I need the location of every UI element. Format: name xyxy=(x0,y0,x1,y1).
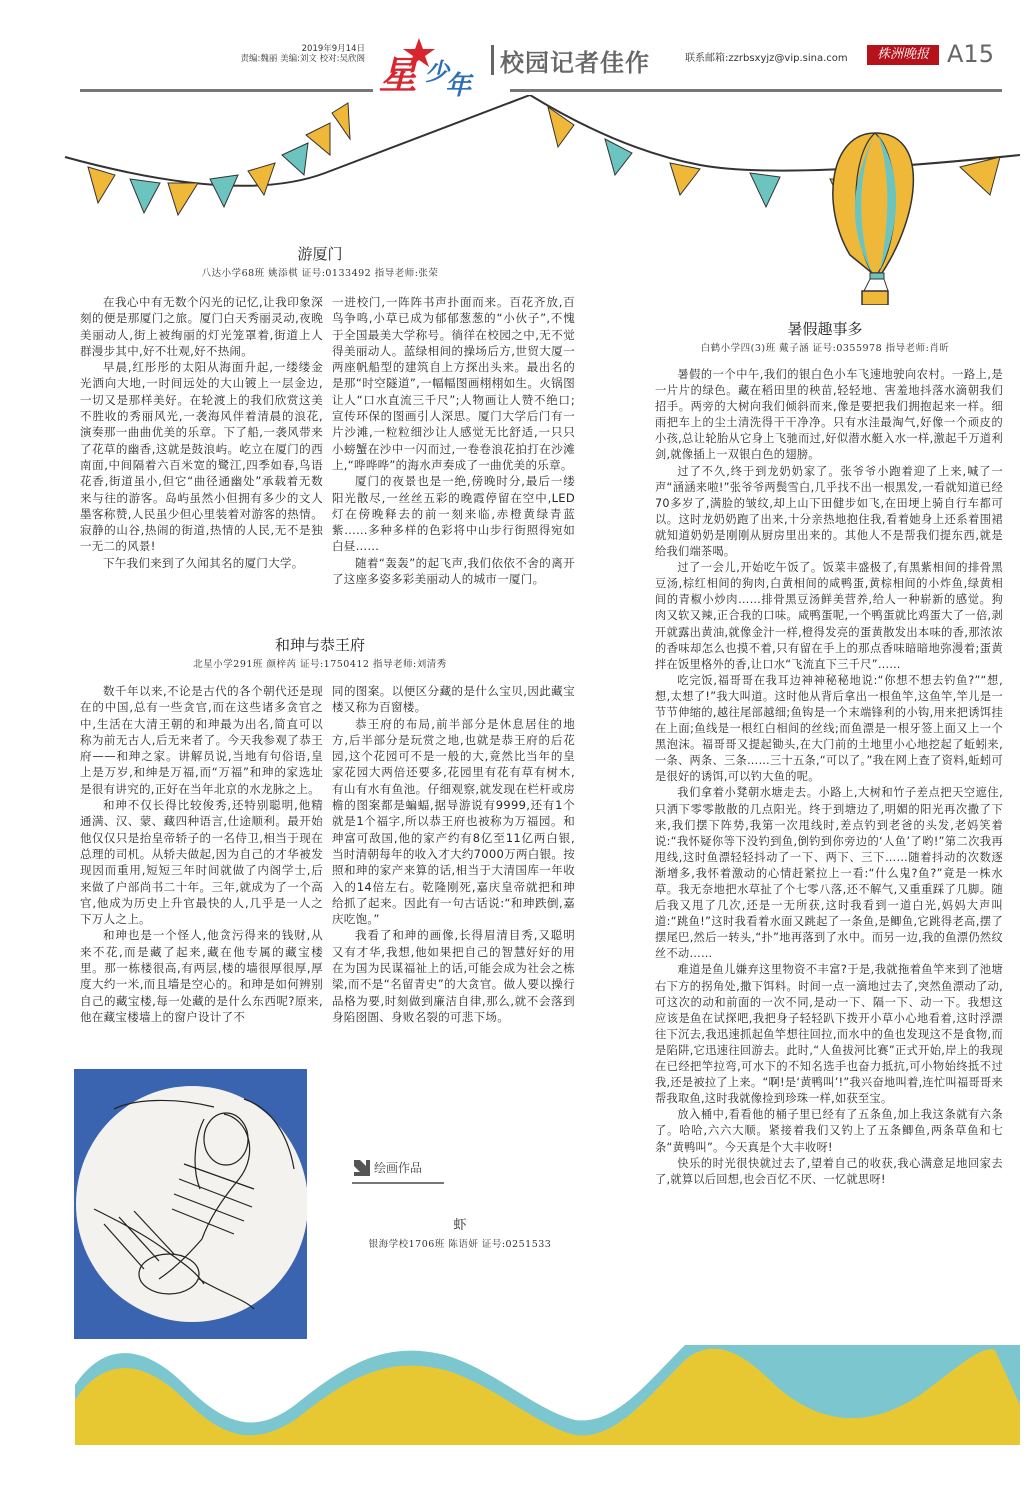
article-title: 游厦门 xyxy=(297,245,343,263)
paragraph: 难道是鱼儿嫌弃这里物资不丰富?于是,我就拖着鱼竿来到了池塘右下方的拐角处,撒下饵料。时间一点一滴地过去了,突然鱼漂动了动,可这次的动和前面的一次不同,是动一下、隔一下、动一下。我想这应该是鱼在试探吧,我把身子轻轻趴下拨开小草小心地看着,这时浮漂往下沉去,我迅速抓起鱼竿想往回拉,而水中的鱼也发现这不是食物,而是陷阱,它迅速往回游去。此时,“人鱼拔河比赛”正式开始,岸上的我现在已经把竿拉弯,可水下的不知名选手也奋力抵抗,可小物始终抵不过我,还是被拉了上来。“啊!是‘黄鸭叫’!”我兴奋地叫着,连忙叫福哥哥来帮我取鱼,这时我就像捡到珍珠一样,如获至宝。 xyxy=(655,963,1003,1106)
paragraph: 早晨,红彤彤的太阳从海面升起,一缕缕金光洒向大地,一时间远处的大山镀上一层金边,一切又是那样美好。在轮渡上的我们欣赏这美不胜收的秀丽风光,一袭海风伴着清晨的浪花,演奏那一曲曲优美的乐章。下了船,一袭风带来了花草的幽香,这就是鼓浪屿。屹立在厦门的西南面,中间隔着六百米宽的鹭江,四季如春,鸟语花香,街道虽小,但它“曲径通幽处”承载着无数来与往的游客。岛屿虽然小但拥有多少的文人墨客称赞,人民虽少但心里装着对游客的热情。寂静的山谷,热闹的街道,热情的人民,无不是独一无二的风景! xyxy=(80,360,323,554)
header-rule-left xyxy=(80,89,373,92)
flag-teal xyxy=(210,175,238,207)
page-number: A15 xyxy=(947,40,994,68)
paragraph: 和珅不仅长得比较俊秀,还特别聪明,他精通满、汉、蒙、藏四种语言,仕途顺利。最开始他仅仅只是抬皇帝轿子的一名侍卫,相当于现在总理的司机。从轿夫做起,因为自己的才华被发现因而重用,短短三年时间就做了内阁学士,后来做了户部尚书二十年。三年,就成为了一个高官,他成为历史上升官最快的人,几乎是一人之下万人之上。 xyxy=(80,798,323,927)
article-column xyxy=(80,683,323,1025)
paragraph: 下午我们来到了久闻其名的厦门大学。 xyxy=(103,555,304,570)
paragraph: 一进校门,一阵阵书声扑面而来。百花齐放,百鸟争鸣,小草已成为郁郁葱葱的“小伙子”,不愧于全国最美大学称号。徜徉在校园之中,无不觉得美丽动人。蓝绿相间的操场后方,世贸大厦一两座帆船型的建筑自上方探出头来。最出名的是那“时空隧道”,一幅幅图画栩栩如生。火锅图让人“口水直流三千尺”;人物画让人赞不绝口;宣传环保的图画引人深思。厦门大学后门有一片沙滩,一粒粒细沙让人感觉无比舒适,一只只小螃蟹在沙中一闪而过,一卷卷浪花拍打在沙滩上,“哗哗哗”的海水声奏成了一曲优美的乐章。 xyxy=(332,295,575,472)
paragraph: 随着“轰轰”的起飞声,我们依依不舍的离开了这座多姿多彩美丽动人的城市一厦门。 xyxy=(332,555,575,587)
arrow-down-right-icon xyxy=(352,1158,372,1178)
flag-yellow xyxy=(960,157,1000,195)
shrimp-drawing-icon xyxy=(74,1069,307,1339)
paragraph: 我看了和珅的画像,长得眉清目秀,又聪明又有才华,我想,他如果把自己的智慧好好的用在为国为民谋福祉上的话,可能会成为社会之栋梁,而不是“名留青史”的大贪官。做人要以操行品格为要,时刻做到廉洁自律,那么,就不会落到身陷囹圄、身败名裂的可悲下场。 xyxy=(332,928,575,1024)
paragraph: 快乐的时光很快就过去了,望着自己的收获,我心满意足地回家去了,就算以后回想,也会百忆不厌、一忆就思呀! xyxy=(655,1156,1003,1186)
svg-text:少: 少 xyxy=(425,58,449,86)
artwork-section-label xyxy=(352,1156,444,1184)
article-column xyxy=(655,367,1003,1188)
paragraph: 同的图案。以便区分藏的是什么宝贝,因此藏宝楼又称为百窗楼。 xyxy=(332,684,575,715)
paragraph: 数千年以来,不论是古代的各个朝代还是现在的中国,总有一些贪官,而在这些诸多贪官之中,生活在大清王朝的和珅最为出名,简直可以称为前无古人,后无来者了。今天我参观了恭王府——和珅之家。讲解员说,当地有句俗语,皇上是万岁,和绅是万福,而“万福”和珅的家选址是很有讲究的,正好在当年北京的水龙脉之上。 xyxy=(80,684,323,796)
article-title: 暑假趣事多 xyxy=(787,320,863,338)
wave-decoration xyxy=(75,1345,1020,1445)
article-byline: 八达小学68班 姚添棋 证号:0133492 指导老师:张荣 xyxy=(201,268,439,279)
paragraph: 我们拿着小凳朝水塘走去。小路上,大树和竹子差点把天空遮住,只洒下零零散散的几点阳光。终于到塘边了,明媚的阳光再次撒了下来,我们摆下阵势,我第一次甩线时,差点钓到老爸的头发,老妈笑着说:“我怀疑你等下没钓到鱼,倒钓到你旁边的‘人鱼’了哟!”第二次我再甩线,这时鱼漂轻轻抖动了一下、两下、三下……随着抖动的次数逐渐增多,我怀着激动的心情赶紧拉上一看:“什么鬼?鱼?”竟是一株水草。我无奈地把水草扯了个七零八落,还不解气,又重重踩了几脚。随后我又甩了几次,还是一无所获,这时我看到一道白光,妈妈大声叫道:“跳鱼!”这时我看着水面又跳起了一条鱼,是鲫鱼,它跳得老高,摆了摆尾巴,然后一转头,“扑”地再落到了水中。而另一边,我的鱼漂仍然纹丝不动…… xyxy=(655,786,1003,961)
contact-email: 联系邮箱:zzrbsxyjz@vip.sina.com xyxy=(685,53,848,64)
shrimp-drawing xyxy=(74,1069,307,1339)
flag-yellow xyxy=(332,103,350,139)
article-byline: 北星小学291班 颜梓芮 证号:1750412 指导老师:刘清秀 xyxy=(193,659,447,670)
paragraph: 恭王府的布局,前半部分是休息居住的地方,后半部分是玩赏之地,也就是恭王府的后花园,这个花园可不是一般的大,竟然比当年的皇家花园大两倍还要多,花园里有花有草有树木,有山有水有鱼池。仔细观察,就发现在栏杆或房檐的图案都是蝙蝠,据导游说有9999,还有1个就是1个福字,所以恭王府也被称为万福园。和珅富可敌国,他的家产约有8亿至11亿两白银,当时清朝每年的收入才大约7000万两白银。按照和珅的家产来算的话,相当于大清国库一年收入的14倍左右。乾隆刚死,嘉庆皇帝就把和珅给抓了起来。因此有一句古话说:“和珅跌倒,嘉庆吃饱。” xyxy=(332,716,575,927)
newspaper-logo: 株洲晚报 xyxy=(867,45,939,65)
flag-teal xyxy=(282,143,308,175)
paragraph: 过了一会儿,开始吃午饭了。饭菜丰盛极了,有黑紫相间的排骨黑豆汤,棕红相间的狗肉,白黄相间的咸鸭蛋,黄棕相间的小炸鱼,绿黄相间的青椒小炒肉……排骨黑豆汤鲜美营养,给人一种崭新的感觉。狗肉又软又辣,正合我的口味。咸鸭蛋呢,一个鸭蛋就比鸡蛋大了一倍,剥开就露出黄油,就像金汁一样,橙得发亮的蛋黄散发出本味的香,那浓浓的香味却怎么也摸不着,只有留在手上的那点香味暗暗地弥漫着;蛋黄拌在饭里格外的香,让口水“飞流直下三千尺”…… xyxy=(655,561,1003,671)
article-title: 和珅与恭王府 xyxy=(274,636,365,654)
artwork-title: 虾 xyxy=(453,1218,467,1233)
paragraph: 过了不久,终于到龙奶奶家了。张爷爷小跑着迎了上来,喊了一声“涵涵来啦!”张爷爷两鬓雪白,几乎找不出一根黑发,一看就知道已经70多岁了,满脸的皱纹,却上山下田健步如飞,在田埂上骑自行车都可以。这时龙奶奶跑了出来,十分亲热地抱住我,看着她身上还系着围裙就知道奶奶是刚刚从厨房里出来的。其他人不是帮我们提东西,就是给我们端茶喝。 xyxy=(655,464,1003,559)
section-divider xyxy=(491,45,494,75)
flag-yellow xyxy=(168,183,198,215)
flag-teal xyxy=(130,179,160,213)
paragraph: 暑假的一个中午,我们的银白色小车飞速地驶向农村。一路上,是一片片的绿色。藏在稻田里的秧苗,轻轻地、害羞地抖落水滴朝我们招手。两旁的大树向我们倾斜而来,像是要把我们拥抱起来一样。细雨把车上的尘土清洗得干干净净。只有水洼最淘气,好像一个顽皮的小孩,总让轮胎从它身上飞驰而过,好似潜水艇入水一样,激起千万道利剑,就像插上一双银白色的翅膀。 xyxy=(655,368,1003,462)
artwork-byline: 银海学校1706班 陈语妍 证号:0251533 xyxy=(368,1239,552,1250)
flag-yellow xyxy=(88,167,115,203)
article-byline: 白鹤小学四(3)班 戴子涵 证号:0355978 指导老师:肖昕 xyxy=(700,343,950,354)
bunting-string-right xyxy=(530,95,1020,171)
paragraph: 吃完饭,福哥哥在我耳边神神秘秘地说:“你想不想去钓鱼?”“想,想,太想了!”我大叫道。这时他从背后拿出一根鱼竿,这鱼竿,竿儿是一节节伸缩的,越往尾部越细;鱼钩是一个末端锋利的小钩,用来把诱饵挂在上面;鱼线是一根红白相间的丝线;而鱼漂是一根牙签上面又上一个黑泡沫。福哥哥又提起锄头,在大门前的土地里小心地挖起了蚯蚓来,一条、两条、三条……三十五条,“可以了。”我在网上查了资料,蚯蚓可是很好的诱饵,可以钓大鱼的呢。 xyxy=(655,673,1003,784)
article-column xyxy=(80,294,323,571)
hot-air-balloon-icon xyxy=(833,133,914,305)
paragraph: 厦门的夜景也是一绝,傍晚时分,最后一缕阳光散尽,一丝丝五彩的晚霞停留在空中,LED灯在傍晚释去的前一刻来临,赤橙黄绿青蓝紫……多种多样的色彩将中山步行街照得宛如白昼…… xyxy=(332,474,575,554)
article-column xyxy=(332,683,575,1025)
paragraph: 在我心中有无数个闪光的记忆,让我印象深刻的便是那厦门之旅。厦门白天秀丽灵动,夜晚美丽动人,街上被绚丽的灯光笼罩着,街道上人群漫步其中,好不壮观,好不热闹。 xyxy=(80,295,323,358)
svg-text:星: 星 xyxy=(379,53,418,97)
header-rule-right xyxy=(510,89,1002,92)
paragraph: 和珅也是一个怪人,他贪污得来的钱财,从来不花,而是藏了起来,藏在他专属的藏宝楼里。那一栋楼很高,有两层,楼的墙很厚很厚,厚度大约一米,而且墙是空心的。和珅是如何辨别自己的藏宝楼,每一处藏的是什么东西呢?原来,他在藏宝楼墙上的窗户设计了不 xyxy=(80,928,323,1024)
star-youth-logo-icon xyxy=(375,36,487,98)
svg-text:年: 年 xyxy=(445,71,472,98)
issue-date: 2019年9月14日 xyxy=(301,44,365,54)
column-logo xyxy=(375,36,487,98)
flag-yellow xyxy=(670,163,700,195)
flag-yellow xyxy=(248,163,275,195)
bunting-string-left xyxy=(65,95,530,186)
flag-teal xyxy=(750,173,780,207)
masthead-date-staff xyxy=(230,44,365,64)
paragraph: 放入桶中,看看他的桶子里已经有了五条鱼,加上我这条就有六条了。哈哈,六六大顺。紧接着我们又钓上了五条鲫鱼,两条草鱼和七条“黄鸭叫”。今天真是个大丰收呀! xyxy=(655,1108,1003,1154)
section-title: 校园记者佳作 xyxy=(500,49,650,77)
article-column xyxy=(332,294,575,587)
flag-yellow xyxy=(306,123,330,155)
editor-credits: 责编:魏丽 美编:刘文 校对:吴欣阁 xyxy=(240,54,365,64)
artwork-section-text: 绘画作品 xyxy=(374,1161,423,1175)
